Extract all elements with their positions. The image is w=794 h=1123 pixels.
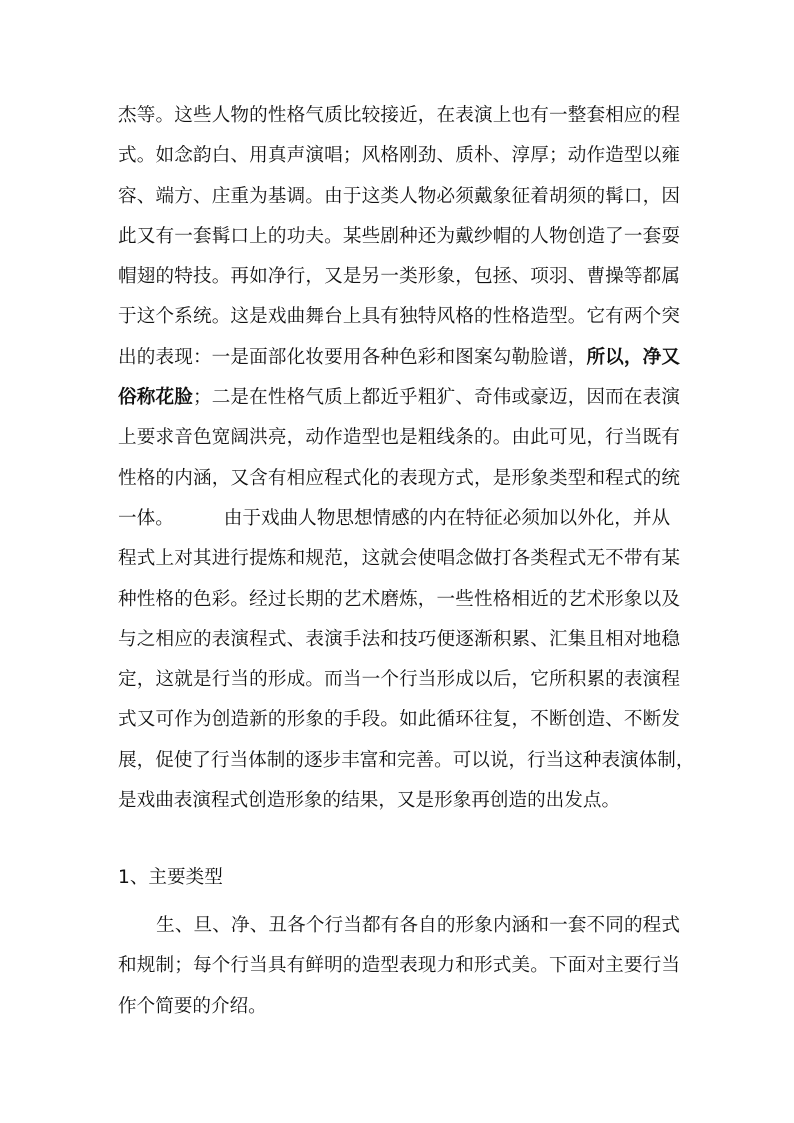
text-line: 是戏曲表演程式创造形象的结果，又是形象再创造的出发点。 bbox=[118, 790, 621, 812]
text-line: 容、端方、庄重为基调。由于这类人物必须戴象征着胡须的髯口，因 bbox=[118, 185, 680, 207]
bold-text-span: 所以，净又 bbox=[586, 346, 680, 368]
text-line bbox=[118, 499, 680, 539]
text-line: 上要求音色宽阔洪亮，动作造型也是粗线条的。由此可见，行当既有 bbox=[118, 427, 680, 449]
text-line: 定，这就是行当的形成。而当一个行当形成以后，它所积累的表演程 bbox=[118, 669, 680, 691]
text-span: 生、旦、净、丑各个行当都有各自的形象内涵和一套不同的程式 bbox=[156, 915, 680, 936]
text-line: 程式上对其进行提炼和规范，这就会使唱念做打各类程式无不带有某 bbox=[118, 548, 680, 570]
text-span: 由于戏曲人物思想情感的内在特征必须加以外化，并从 bbox=[223, 507, 671, 529]
text-line: 展，促使了行当体制的逐步丰富和完善。可以说，行当这种表演体制， bbox=[118, 749, 695, 771]
text-line: 与之相应的表演程式、表演手法和技巧便逐渐积累、汇集且相对地稳 bbox=[118, 628, 680, 650]
text-span: ；二是在性格气质上都近乎粗犷、奇伟或豪迈，因而在表演 bbox=[192, 387, 680, 409]
text-span: 出的表现：一是面部化妆要用各种色彩和图案勾勒脸谱， bbox=[118, 346, 587, 368]
text-line: 性格的内涵，又含有相应程式化的表现方式，是形象类型和程式的统 bbox=[118, 467, 680, 489]
text-line: 种性格的色彩。经过长期的艺术磨炼，一些性格相近的艺术形象以及 bbox=[118, 588, 680, 610]
text-line: 作个简要的介绍。 bbox=[118, 995, 267, 1017]
body-paragraph bbox=[118, 906, 680, 1027]
text-line: 于这个系统。这是戏曲舞台上具有独特风格的性格造型。它有两个突 bbox=[118, 306, 680, 328]
text-span: 一体。 bbox=[118, 507, 174, 529]
text-line: 杰等。这些人物的性格气质比较接近，在表演上也有一整套相应的程 bbox=[118, 105, 680, 126]
text-line bbox=[118, 338, 680, 378]
section-heading: 1、主要类型 bbox=[118, 867, 223, 888]
text-line: 和规制；每个行当具有鲜明的造型表现力和形式美。下面对主要行当 bbox=[118, 955, 680, 977]
text-line bbox=[118, 906, 680, 946]
text-line: 式又可作为创造新的形象的手段。如此循环往复，不断创造、不断发 bbox=[118, 709, 680, 731]
text-line: 帽翅的特技。再如净行，又是另一类形象，包拯、项羽、曹操等都属 bbox=[118, 266, 680, 288]
text-line: 此又有一套髯口上的功夫。某些剧种还为戴纱帽的人物创造了一套耍 bbox=[118, 225, 680, 247]
text-line: 式。如念韵白、用真声演唱；风格刚劲、质朴、淳厚；动作造型以雍 bbox=[118, 145, 680, 167]
body-paragraph bbox=[118, 96, 695, 821]
text-line bbox=[118, 378, 680, 418]
bold-text-span: 俗称花脸 bbox=[118, 387, 193, 409]
